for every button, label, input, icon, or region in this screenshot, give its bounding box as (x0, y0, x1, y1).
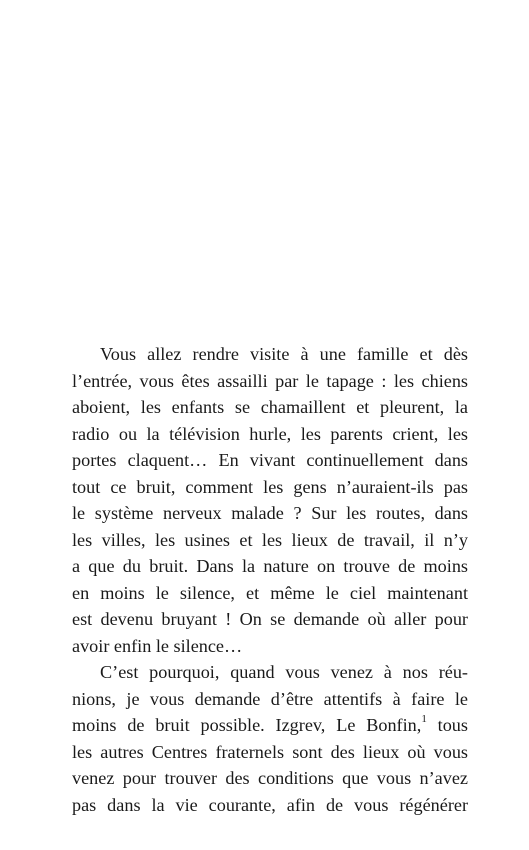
text-segment: moins de bruit possible. Izgrev, Le Bonfin, (72, 715, 422, 735)
text-line: venez pour trouver des conditions que vous n’avez (72, 768, 468, 788)
text-line: l’entrée, vous êtes assailli par le tapage : les chiens (72, 370, 468, 391)
text-line: Vous allez rendre visite à une famille et dès (100, 344, 468, 364)
text-segment: tous (426, 715, 468, 735)
text-line: les villes, les usines et les lieux de travail, il n’y (72, 529, 468, 550)
text-line: nions, je vous demande d’être attentifs à faire le (72, 688, 468, 709)
text-line: C’est pourquoi, quand vous venez à nos réu- (100, 662, 468, 682)
text-line: avoir enfin le silence… (72, 635, 243, 656)
paragraph-2 (72, 659, 468, 818)
text-line: en moins le silence, et même le ciel maintenant (72, 582, 468, 603)
footnote-reference[interactable]: 1 (421, 712, 427, 725)
text-line: tout ce bruit, comment les gens n’auraient-ils pas (72, 476, 468, 497)
paragraph-1 (72, 341, 468, 659)
text-line: le système nerveux malade ? Sur les routes, dans (72, 503, 468, 523)
text-line: est devenu bruyant ! On se demande où aller pour (72, 609, 468, 629)
text-line: les autres Centres fraternels sont des lieux où vous (72, 741, 468, 762)
text-line: pas dans la vie courante, afin de vous régénérer (72, 794, 468, 815)
text-line: radio ou la télévision hurle, les parents crient, les (72, 423, 468, 444)
text-line: aboient, les enfants se chamaillent et pleurent, la (72, 397, 468, 417)
text-line-with-footnote (72, 712, 468, 739)
text-line: portes claquent… En vivant continuellement dans (72, 450, 468, 470)
body-text (72, 341, 468, 818)
text-line: a que du bruit. Dans la nature on trouve de moins (72, 556, 468, 576)
